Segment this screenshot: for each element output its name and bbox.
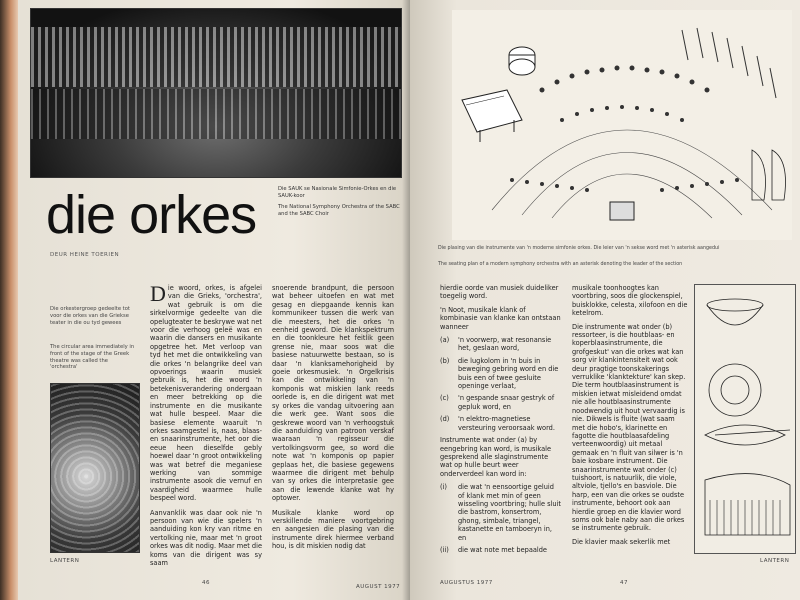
footer-magazine-right: LANTERN [760, 558, 790, 564]
theatre-texture [51, 384, 139, 552]
side-caption-en: The circular area immediately in front of the stage of the Greek theatre was called the 'orchestra' [50, 344, 135, 371]
list-item: (d) 'n elektro-magnetiese versteuring veroorsaak word. [440, 415, 555, 432]
orchestra-photo [30, 8, 402, 178]
side-caption-af: Die orkestergroep gedeelte tot voor die orkes van die Griekse teater in die ou tyd gewees [50, 306, 130, 326]
column-1-text: ie woord, orkes, is afgelei van die Grieks, 'orchestra', wat gebruik is om die sirkelvormige gedeelte van die opelugteater te beskrywe wat net voor die verhoog geleë was en waarin die dansers en musikante opgetree het. Met verloop van tyd het met die ontwikkeling van die orkes 'n belangrike deel van opvoerings waarin musiek gebruik is, het die woord 'n betekenisverandering ondergaan en meer betrekking op die instrumente en die musikante wat hulle bespeel. Maar die basiese elemente waaruit 'n orkes saamgestel is, naas, blaas- en snaarinstrumente, het oor die eeue heen dieselfde gebly hoewel daar 'n groot ontwikkeling was wat betref die meganiese werking van sommige instrumente asook die vernuf en vaardigheid waarmee hulle bespeel word. [150, 284, 262, 503]
book-edge [0, 0, 18, 600]
diagram-caption-af: Die plasing van die instrumente van 'n moderne simfonie orkes. Die leier van 'n sekse word met 'n asterisk aangedui [438, 246, 720, 251]
right-column-2 [572, 284, 688, 551]
paragraph [150, 281, 262, 503]
piano-keys-icon [705, 474, 790, 535]
article-title: die orkes [46, 185, 257, 245]
column-intro: hierdie oorde van musiek duideliker toegelig word. [440, 284, 559, 301]
sublist-item: (i) die wat 'n eensoortige geluid of klank met min of geen wisseling voortbring; hulle sluit die bastrom, konsertrom, ghong, simbale, triangel, kastanette en tamboeryn in, en [440, 483, 561, 542]
sublist-item: (ii) die wat note met bepaalde [440, 545, 547, 554]
drum-icon [509, 47, 535, 75]
footer-date-right: AUGUSTUS 1977 [440, 580, 493, 586]
footer-date-left: AUGUST 1977 [356, 584, 401, 590]
conductor-podium-icon [610, 202, 634, 220]
horn-icon [709, 364, 761, 416]
column-paragraph: Die instrumente wat onder (b) ressorteer, is die houtblaas- en koperblaasinstrumente, die grofgeskut' van die orkes wat kan sorg vir klankintensiteit wat ook deur pragtige toonskakerings verruklike 'klanktekture' kan skep. Die term houtblaasinstrument is miskien ietwat misleidend omdat nie alle houtblaasinstrumente noodwendig uit hout vervaardig is nie. Dikwels is fluite (wat saam met die hobo's, klarinette en fagotte die houtblaasafdeling verteenwoordig) uit metaal gemaak en 'n fluit van silwer is 'n baie kosbare instrument. Die snaarinstrumente wat onder (c) tuishoort, is natuurlik, die viole, altviole, tjello's en basviole. Die harp, een van die orkes se oudste instrumente, behoort ook aan hierdie groep en die klavier word soms ook bale naby aan die orkes se instrumente gebruik. [572, 322, 686, 533]
orchestra-rows [31, 89, 401, 139]
instruments-illustration [694, 284, 796, 554]
column-paragraph-2: Instrumente wat onder (a) by eengebring kan word, is musikale gesprekend alle slaginstrumente wat op hulle beurt weer onderverdeel kan word in: [440, 436, 552, 478]
choir-rows [31, 27, 401, 87]
column-paragraph: musikale toonhoogtes kan voortbring, soos die glockenspiel, buisklokke, celesta, xilofoon en die ketelrom. [572, 284, 688, 318]
column-2-text: snoerende brandpunt, die persoon wat beheer uitoefen en wat met gesag en diepgaande kennis kan kommunikeer tussen die werk van die meesters, het die orkes 'n eenheid geword. Die klankspektrum en die toonkleure het feitlik geen grense nie, maar soos wat die basiese natuurwette bestaan, so is daar 'n klanksamehorigheid by goeie orkesmusiek. 'n Orgelkrisis kan die ontwikkeling van 'n komponis wat miskien lank reeds oorlede is, en die dirigent wat met sy orkes die vandag uitvoering aan die werk gee. Want soos die geskrewe woord van 'n verhoogstuk die aanduiding van patroon verskaf waaraan 'n regisseur die vertolkingsvorm gee, so word die note wat 'n komponis op papier geplaas het, die basiese gegewens waarmee die dirigent met behulp van sy orkes die interpretasie gee aan die lewende klanke wat hy optower. [272, 284, 394, 503]
footer-magazine: LANTERN [50, 558, 80, 564]
diagram-caption-en: The seating plan of a modern symphony orchestra with an asterisk denoting the leader of the section [438, 262, 683, 267]
article-column-2 [272, 284, 394, 574]
page-number-left: 46 [202, 580, 210, 586]
orchestra-seating-diagram [452, 10, 792, 240]
kettledrum-icon [707, 299, 763, 311]
greek-theatre-photo [50, 383, 140, 553]
column-paragraph: Die klavier maak sekerlik met [572, 537, 671, 546]
article-column-1 [150, 281, 263, 574]
list-item: (b) die lugkolom in 'n buis in beweging gebring word en die buis een of twee gesluite openinge verlaat, [440, 356, 559, 391]
right-column-1 [440, 284, 562, 558]
photo-caption [278, 186, 408, 222]
list-item: (a) 'n voorwerp, wat resonansie het, geslaan word, [440, 336, 552, 353]
keyboard-keys [710, 500, 780, 535]
column-1-text-b: Aanvanklik was daar ook nie 'n persoon van wie die spelers 'n aanduiding kon kry van ritme en vertolking nie, maar met 'n groot orkes was dit nodig. Maar met die koms van die dirigent was sy saam [150, 508, 263, 567]
photo-caption-en: The National Symphony Orchestra of the SABC and the SABC Choir [278, 204, 400, 217]
page-number-right: 47 [620, 580, 628, 586]
column-2-text-b: Musikale klanke word op verskillende maniere voortgebring en aangesien die plasing van die instrumente direk hiermee verband hou, is dit miskien nodig dat [272, 508, 394, 551]
photo-caption-af: Die SAUK se Nasionale Simfonie-Orkes en die SAUK-koor [278, 186, 397, 199]
column-paragraph: 'n Noot, musikale klank of kombinasie van klanke kan ontstaan wanneer [440, 305, 561, 331]
kettledrum-body [707, 305, 763, 325]
byline: DEUR HEINE TOERIEN [50, 252, 120, 258]
list-item: (c) 'n gespande snaar gestryk of gepluk word, en [440, 394, 555, 411]
drop-cap: D [150, 281, 166, 306]
